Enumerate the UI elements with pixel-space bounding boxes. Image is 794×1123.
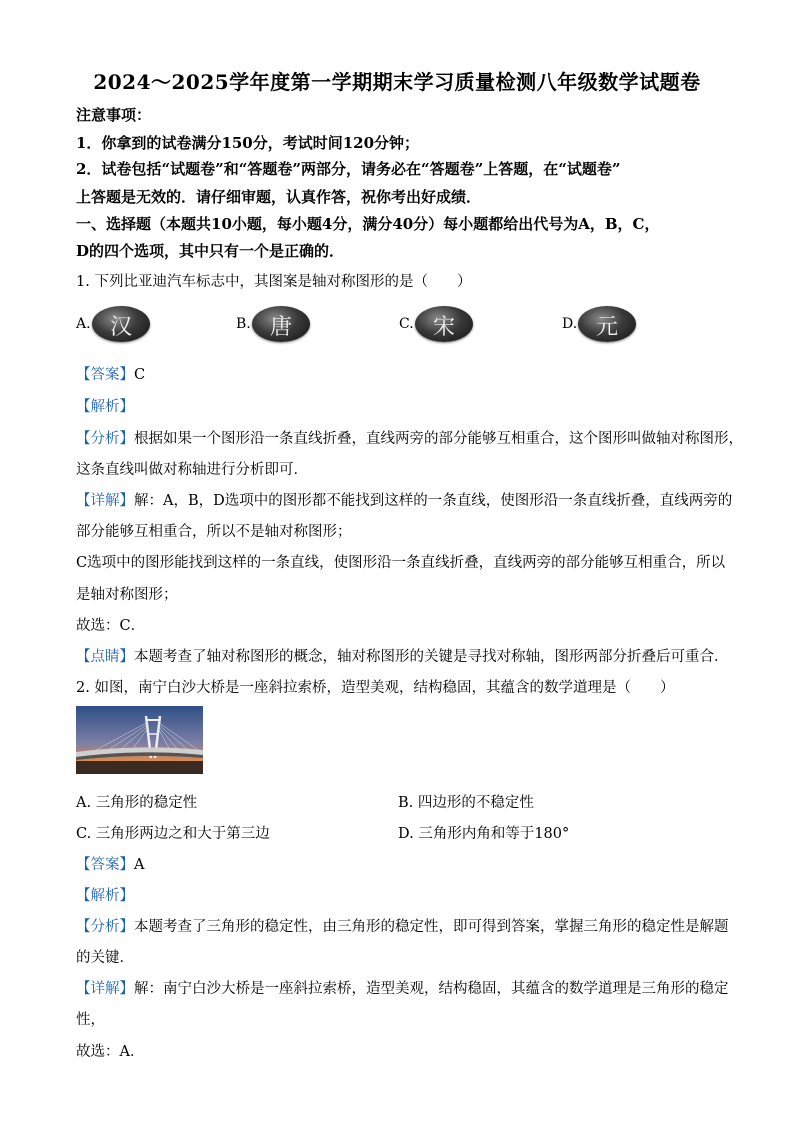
byd-yuan-logo-icon: 元: [578, 306, 636, 342]
q2-detail-line2: 性，: [76, 1012, 105, 1028]
q1-fenxi-line1: 【分析】根据如果一个图形沿一条直线折叠，直线两旁的部分能够互相重合，这个图形叫做轴对称图形，: [76, 431, 743, 447]
fenxi-tag: 【分析】: [76, 919, 134, 935]
q1-answer-line: [76, 363, 145, 384]
page-title: 2024～2025学年度第一学期期末学习质量检测八年级数学试题卷: [93, 70, 701, 94]
q1-options: [76, 304, 716, 348]
q1-choice: 故选：C．: [76, 618, 146, 634]
byd-tang-logo-icon: 唐: [252, 306, 310, 342]
bridge-photo: [76, 706, 203, 774]
section-heading-line1: 一、选择题（本题共10小题，每小题4分，满分40分）每小题都给出代号为A，B，C，: [76, 215, 660, 233]
q1-remark-line: 【点睛】本题考查了轴对称图形的概念，轴对称图形的关键是寻找对称轴，图形两部分折叠后可重合．: [76, 649, 729, 665]
q2-option-b: B. 四边形的不稳定性: [398, 795, 534, 811]
q1-stem: 1. 下列比亚迪汽车标志中，其图案是轴对称图形的是（ ）: [76, 274, 472, 290]
q2-answer-line: [76, 853, 144, 874]
q1-detail-line2: 部分能够互相重合，所以不是轴对称图形；: [76, 524, 352, 540]
q2-detail-line1: 【详解】解：南宁白沙大桥是一座斜拉索桥，造型美观，结构稳固，其蕴含的数学道理是三角形的稳定: [76, 981, 729, 997]
q2-option-c: C. 三角形两边之和大于第三边: [76, 826, 270, 842]
q2-option-a: A. 三角形的稳定性: [76, 795, 198, 811]
option-label: D.: [562, 316, 578, 332]
notes-item-2b: 上答题是无效的．请仔细审题，认真作答，祝你考出好成绩．: [76, 188, 482, 206]
notes-heading: 注意事项：: [76, 106, 152, 124]
q2-stem: 2. 如图，南宁白沙大桥是一座斜拉索桥，造型美观，结构稳固，其蕴含的数学道理是（ ）: [76, 680, 675, 696]
byd-han-logo-icon: 汉: [92, 306, 150, 342]
q2-analysis-tag: 【解析】: [76, 888, 134, 904]
q1-detail-line3: C选项中的图形能找到这样的一条直线，使图形沿一条直线折叠，直线两旁的部分能够互相重合，所以: [76, 555, 726, 571]
byd-song-logo-icon: 宋: [415, 306, 473, 342]
answer-tag: 【答案】: [76, 367, 134, 383]
notes-item-2a: 2．试卷包括“试题卷”和“答题卷”两部分，请务必在“答题卷”上答题，在“试题卷”: [76, 160, 621, 178]
q1-detail-line1: 【详解】解：A，B，D选项中的图形都不能找到这样的一条直线，使图形沿一条直线折叠，直线两旁的: [76, 493, 733, 509]
answer-value: C: [134, 367, 146, 383]
q2-choice: 故选：A．: [76, 1044, 145, 1060]
detail-tag: 【详解】: [76, 493, 134, 509]
q2-fenxi-line2: 的关键．: [76, 950, 134, 966]
option-label: A.: [76, 316, 91, 332]
q2-option-d: D. 三角形内角和等于180°: [398, 826, 570, 842]
remark-tag: 【点睛】: [76, 649, 134, 665]
q2-fenxi-line1: 【分析】本题考查了三角形的稳定性，由三角形的稳定性，即可得到答案，掌握三角形的稳定性是解题: [76, 919, 729, 935]
q1-detail-line4: 是轴对称图形；: [76, 587, 178, 603]
cable-stayed-bridge-image: [76, 706, 203, 774]
fenxi-tag: 【分析】: [76, 431, 134, 447]
section-heading-line2: D的四个选项，其中只有一个是正确的．: [76, 242, 345, 260]
q1-analysis-tag: 【解析】: [76, 399, 134, 415]
answer-value: A: [134, 857, 145, 873]
q1-fenxi-line2: 这条直线叫做对称轴进行分析即可．: [76, 462, 308, 478]
option-label: B.: [236, 316, 251, 332]
detail-tag: 【详解】: [76, 981, 134, 997]
option-label: C.: [399, 316, 414, 332]
answer-tag: 【答案】: [76, 857, 134, 873]
notes-item-1: 1．你拿到的试卷满分150分，考试时间120分钟；: [76, 134, 420, 152]
